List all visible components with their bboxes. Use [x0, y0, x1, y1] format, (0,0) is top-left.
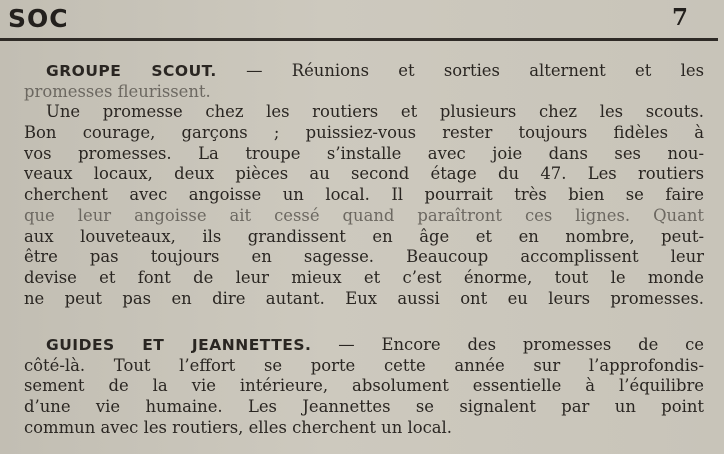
paragraph-line: sement de la vie intérieure, absolument essentielle à l’équilibre — [24, 376, 704, 396]
paragraph-line: cherchent avec angoisse un local. Il pourrait très bien se faire — [24, 185, 704, 205]
section-heading: GUIDES ET JEANNETTES. — [46, 336, 312, 354]
section-heading: GROUPE SCOUT. — [46, 62, 217, 80]
paragraph-line: commun avec les routiers, elles cherchent un local. — [24, 417, 452, 437]
paragraph-line: vos promesses. La troupe s’installe avec joie dans ses nou- — [24, 143, 704, 163]
paragraph-line: aux louveteaux, ils grandissent en âge et en nombre, peut- — [24, 226, 704, 246]
section-guides-et-jeannettes — [24, 335, 704, 438]
running-title: SOC — [8, 4, 69, 33]
section-groupe-scout — [24, 61, 704, 309]
paragraph-line: promesses fleurissent. — [24, 81, 211, 101]
paragraph-line: GROUPE SCOUT. — Réunions et sorties alternent et les — [46, 61, 704, 80]
paragraph-line: Une promesse chez les routiers et plusieurs chez les scouts. — [46, 102, 704, 122]
header-rule — [0, 38, 718, 41]
paragraph-line: devise et font de leur mieux et c’est énorme, tout le monde — [24, 267, 704, 287]
paragraph-line: ne peut pas en dire autant. Eux aussi ont eu leurs promesses. — [24, 288, 704, 308]
paragraph-line: côté-là. Tout l’effort se porte cette année sur l’approfondis- — [24, 355, 704, 375]
paragraph-line: que leur angoisse ait cessé quand paraîtront ces lignes. Quant — [24, 205, 704, 225]
paragraph-line: Bon courage, garçons ; puissiez-vous rester toujours fidèles à — [24, 123, 704, 143]
paragraph-line: veaux locaux, deux pièces au second étage du 47. Les routiers — [24, 164, 704, 184]
paragraph-line: être pas toujours en sagesse. Beaucoup accomplissent leur — [24, 247, 704, 267]
paragraph-line: d’une vie humaine. Les Jeannettes se signalent par un point — [24, 397, 704, 417]
page-number: 7 — [671, 4, 688, 31]
page-header — [0, 0, 724, 40]
paragraph-line: GUIDES ET JEANNETTES. — Encore des promesses de ce — [46, 335, 705, 354]
